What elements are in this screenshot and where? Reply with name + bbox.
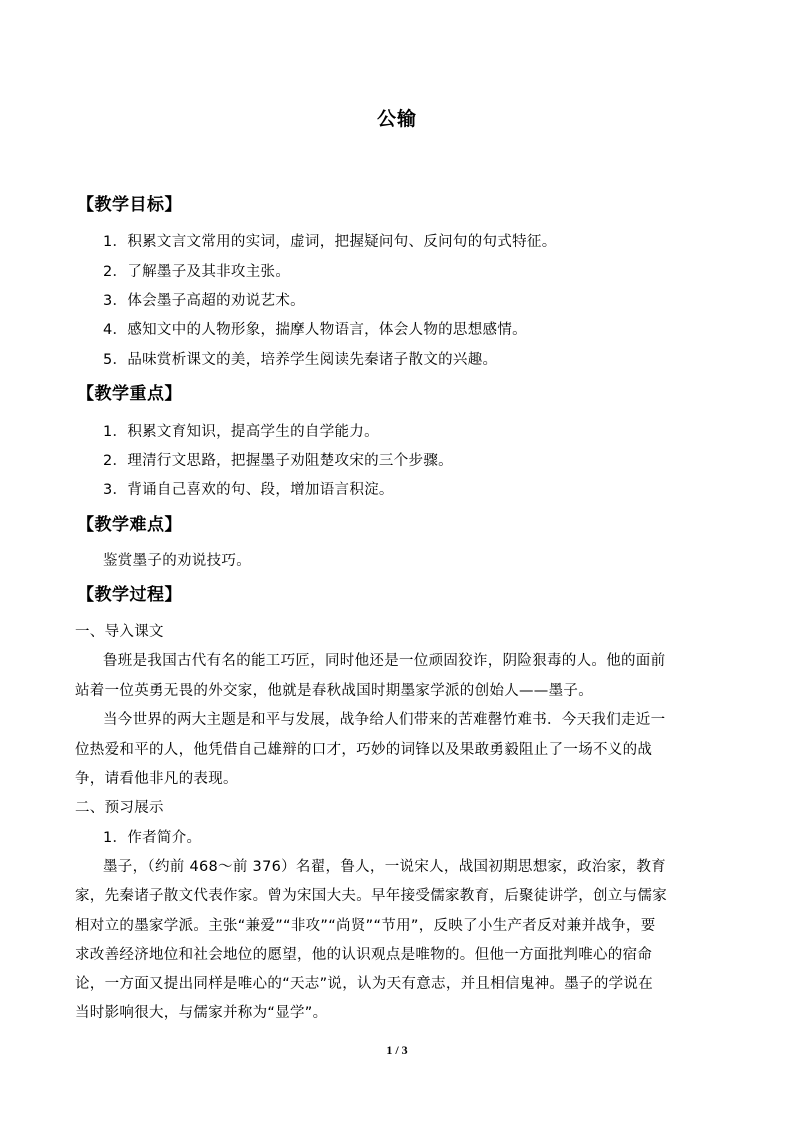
paragraph-line: 位热爱和平的人，他凭借自己雄辩的口才，巧妙的词锋以及果敢勇毅阻止了一场不义的战 (75, 742, 653, 758)
process-subtitle: 1．作者简介。 (103, 830, 202, 846)
paragraph-line: 墨子，（约前 468～前 376）名翟，鲁人，一说宋人，战国初期思想家，政治家，教育 (103, 859, 666, 875)
objective-item: 2．了解墨子及其非攻主张。 (103, 264, 291, 280)
key-point-item: 3．背诵自己喜欢的句、段，增加语言积淀。 (103, 482, 394, 498)
process-part-title: 一、导入课文 (75, 624, 164, 640)
paragraph-line: 当时影响很大，与儒家并称为“显学”。 (75, 1005, 328, 1021)
objective-item: 5．品味赏析课文的美，培养学生阅读先秦诸子散文的兴趣。 (103, 352, 498, 368)
section-heading-key-points: 【教学重点】 (77, 384, 182, 404)
paragraph-line: 相对立的墨家学派。主张“兼爱”“非攻”“尚贤”“节用”，反映了小生产者反对兼并战争，要 (75, 918, 656, 934)
key-point-item: 2．理清行文思路，把握墨子劝阻楚攻宋的三个步骤。 (103, 453, 453, 469)
paragraph-line: 家，先秦诸子散文代表作家。曾为宋国大夫。早年接受儒家教育，后聚徒讲学，创立与儒家 (75, 888, 667, 904)
paragraph-line: 论，一方面又提出同样是唯心的“天志”说，认为天有意志，并且相信鬼神。墨子的学说在 (75, 976, 654, 992)
page-number: 1 / 3 (386, 1043, 408, 1057)
section-heading-difficulties: 【教学难点】 (77, 515, 182, 535)
objective-item: 3．体会墨子高超的劝说艺术。 (103, 293, 305, 309)
paragraph-line: 当今世界的两大主题是和平与发展，战争给人们带来的苦难罄竹难书．今天我们走近一 (103, 712, 666, 728)
key-point-item: 1．积累文育知识，提高学生的自学能力。 (103, 424, 379, 440)
page-title: 公输 (376, 108, 417, 130)
paragraph-line: 鲁班是我国古代有名的能工巧匠，同时他还是一位顽固狡诈，阴险狠毒的人。他的面前 (103, 653, 666, 669)
paragraph-line: 站着一位英勇无畏的外交家，他就是春秋战国时期墨家学派的创始人——墨子。 (75, 683, 593, 699)
section-heading-process: 【教学过程】 (77, 585, 182, 605)
objective-item: 4．感知文中的人物形象，揣摩人物语言，体会人物的思想感情。 (103, 322, 527, 338)
paragraph-line: 争，请看他非凡的表现。 (75, 771, 238, 787)
objective-item: 1．积累文言文常用的实词，虚词，把握疑问句、反问句的句式特征。 (103, 234, 557, 250)
process-part-title: 二、预习展示 (75, 800, 164, 816)
section-heading-objectives: 【教学目标】 (77, 195, 182, 215)
paragraph-line: 求改善经济地位和社会地位的愿望，他的认识观点是唯物的。但他一方面批判唯心的宿命 (75, 947, 653, 963)
difficulty-text: 鉴赏墨子的劝说技巧。 (103, 553, 251, 569)
